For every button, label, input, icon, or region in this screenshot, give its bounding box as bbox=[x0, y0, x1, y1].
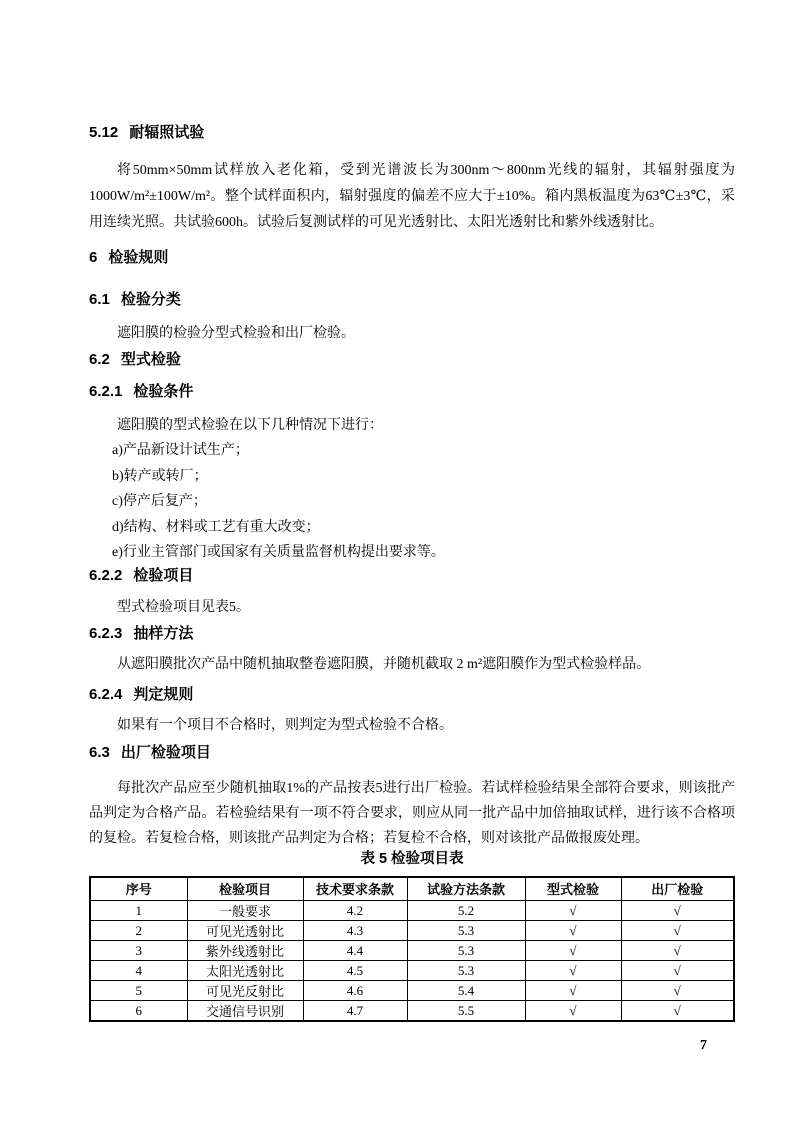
table-header-row bbox=[90, 877, 734, 901]
table-header-cell: 出厂检验 bbox=[621, 877, 734, 901]
checkmark-cell: √ bbox=[525, 901, 621, 921]
table-cell: 4.4 bbox=[303, 941, 407, 961]
table-cell: 4.3 bbox=[303, 921, 407, 941]
table-cell: 1 bbox=[90, 901, 187, 921]
table-cell: 4.2 bbox=[303, 901, 407, 921]
table-cell: 交通信号识别 bbox=[187, 1001, 303, 1022]
table-cell: 2 bbox=[90, 921, 187, 941]
paragraph-6-2-4: 如果有一个项目不合格时，则判定为型式检验不合格。 bbox=[117, 717, 453, 733]
section-heading-6-2-4 bbox=[89, 687, 735, 703]
paragraph-6-2-2: 型式检验项目见表5。 bbox=[117, 599, 250, 615]
condition-item: d)结构、材料或工艺有重大改变； bbox=[112, 519, 320, 535]
section-heading-6-1 bbox=[89, 292, 735, 308]
page-content bbox=[89, 0, 735, 1054]
inspection-items-table bbox=[89, 876, 735, 1023]
checkmark-cell: √ bbox=[621, 961, 734, 981]
table-cell: 3 bbox=[90, 941, 187, 961]
section-number: 6.1 bbox=[89, 291, 110, 308]
section-title: 耐辐照试验 bbox=[129, 124, 205, 141]
table-row bbox=[90, 941, 734, 961]
section-title: 判定规则 bbox=[133, 685, 194, 703]
table-cell: 5.3 bbox=[407, 961, 525, 981]
table-cell: 5.2 bbox=[407, 901, 525, 921]
table-5-caption: 表 5 检验项目表 bbox=[360, 850, 464, 867]
section-number: 6.2.4 bbox=[89, 685, 123, 703]
table-cell: 4.7 bbox=[303, 1001, 407, 1022]
table-header-cell: 序号 bbox=[90, 877, 187, 901]
section-number: 5.12 bbox=[89, 124, 119, 141]
section-title: 检验条件 bbox=[133, 383, 194, 400]
table-cell: 4.5 bbox=[303, 961, 407, 981]
table-cell: 4 bbox=[90, 961, 187, 981]
checkmark-cell: √ bbox=[525, 1001, 621, 1022]
section-heading-6 bbox=[89, 250, 735, 266]
paragraph-6-2-1-intro: 遮阳膜的型式检验在以下几种情况下进行： bbox=[117, 418, 383, 433]
checkmark-cell: √ bbox=[621, 901, 734, 921]
checkmark-cell: √ bbox=[621, 981, 734, 1001]
condition-item: a)产品新设计试生产； bbox=[112, 443, 249, 458]
paragraph-6-2-3: 从遮阳膜批次产品中随机抽取整卷遮阳膜，并随机截取 2 m²遮阳膜作为型式检验样品。 bbox=[117, 656, 651, 672]
section-title: 抽样方法 bbox=[133, 624, 194, 642]
section-title: 检验项目 bbox=[133, 566, 194, 584]
section-heading-6-2-3 bbox=[89, 626, 735, 642]
section-title: 出厂检验项目 bbox=[120, 743, 211, 761]
section-heading-6-2-2 bbox=[89, 568, 735, 584]
table-header-cell: 技术要求条款 bbox=[303, 877, 407, 901]
table-cell: 太阳光透射比 bbox=[187, 961, 303, 981]
page-number: 7 bbox=[700, 1038, 707, 1053]
checkmark-cell: √ bbox=[525, 921, 621, 941]
table-cell: 5.3 bbox=[407, 941, 525, 961]
table-cell: 一般要求 bbox=[187, 901, 303, 921]
section-title: 检验分类 bbox=[120, 291, 181, 308]
table-cell: 紫外线透射比 bbox=[187, 941, 303, 961]
table-header-cell: 检验项目 bbox=[187, 877, 303, 901]
condition-item: b)转产或转厂； bbox=[112, 468, 208, 484]
section-number: 6.2 bbox=[89, 351, 110, 368]
section-number: 6.2.1 bbox=[89, 383, 123, 400]
condition-item: c)停产后复产； bbox=[112, 494, 207, 509]
section-number: 6.2.2 bbox=[89, 566, 123, 584]
checkmark-cell: √ bbox=[621, 941, 734, 961]
section-heading-5-12 bbox=[89, 125, 735, 141]
table-row bbox=[90, 901, 734, 921]
section-heading-6-2-1 bbox=[89, 384, 735, 400]
section-number: 6 bbox=[89, 249, 98, 266]
table-row bbox=[90, 961, 734, 981]
checkmark-cell: √ bbox=[621, 921, 734, 941]
checkmark-cell: √ bbox=[525, 941, 621, 961]
paragraph-6-1: 遮阳膜的检验分型式检验和出厂检验。 bbox=[117, 326, 355, 341]
table-cell: 5 bbox=[90, 981, 187, 1001]
table-header-cell: 型式检验 bbox=[525, 877, 621, 901]
paragraph-5-12: 将50mm×50mm试样放入老化箱，受到光谱波长为300nm～800nm光线的辐射，其辐射强度为1000W/m²±100W/m²。整个试样面积内，辐射强度的偏差不应大于±10%。箱内黑板温度为63℃±3℃，采用连续光照。共试验600h。试验后复测试样的可见光透射比、太阳光透射比和紫外线透射比。 bbox=[89, 163, 735, 230]
table-cell: 可见光透射比 bbox=[187, 921, 303, 941]
table-cell: 5.4 bbox=[407, 981, 525, 1001]
table-cell: 6 bbox=[90, 1001, 187, 1022]
table-cell: 4.6 bbox=[303, 981, 407, 1001]
condition-item: e)行业主管部门或国家有关质量监督机构提出要求等。 bbox=[112, 545, 445, 560]
table-row bbox=[90, 981, 734, 1001]
table-header-cell: 试验方法条款 bbox=[407, 877, 525, 901]
paragraph-6-3: 每批次产品应至少随机抽取1%的产品按表5进行出厂检验。若试样检验结果全部符合要求，则该批产品判定为合格产品。若检验结果有一项不符合要求，则应从同一批产品中加倍抽取试样，进行该不合格项的复检。若复检合格，则该批产品判定为合格；若复检不合格，则对该批产品做报废处理。 bbox=[89, 780, 735, 846]
section-title: 型式检验 bbox=[120, 351, 181, 368]
section-number: 6.2.3 bbox=[89, 624, 123, 642]
table-cell: 可见光反射比 bbox=[187, 981, 303, 1001]
checkmark-cell: √ bbox=[525, 961, 621, 981]
section-heading-6-2 bbox=[89, 352, 735, 368]
table-row bbox=[90, 1001, 734, 1022]
condition-list bbox=[89, 438, 735, 566]
section-number: 6.3 bbox=[89, 743, 110, 761]
table-cell: 5.3 bbox=[407, 921, 525, 941]
table-cell: 5.5 bbox=[407, 1001, 525, 1022]
checkmark-cell: √ bbox=[525, 981, 621, 1001]
checkmark-cell: √ bbox=[621, 1001, 734, 1022]
table-row bbox=[90, 921, 734, 941]
section-title: 检验规则 bbox=[108, 249, 169, 266]
section-heading-6-3 bbox=[89, 745, 735, 761]
